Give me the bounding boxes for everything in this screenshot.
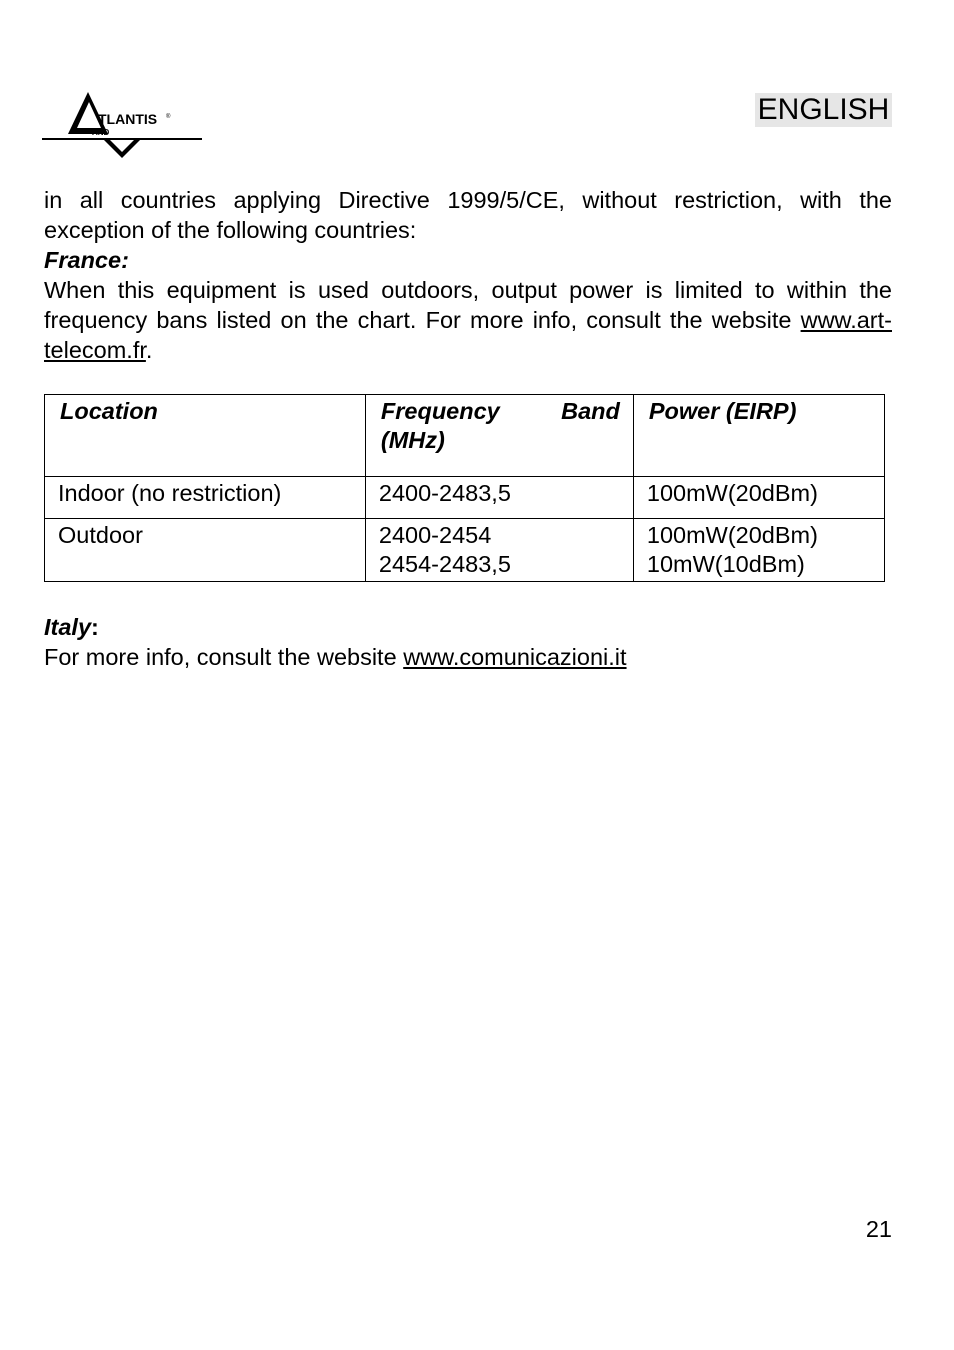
- header-location: Location: [45, 395, 366, 477]
- italy-heading: [44, 612, 892, 642]
- page-number: 21: [865, 1216, 892, 1242]
- table-row: [45, 519, 885, 582]
- language-label: ENGLISH: [755, 93, 892, 127]
- intro-paragraph: in all countries applying Directive 1999/5/CE, without restriction, with the exception of the following countries:: [44, 187, 892, 243]
- row1-location: Indoor (no restriction): [45, 477, 366, 519]
- row2-frequency: [365, 519, 633, 582]
- italy-heading-colon: :: [91, 614, 99, 640]
- row2-frequency-line1: 2400-2454: [378, 522, 492, 548]
- france-heading: France:: [44, 247, 129, 273]
- header-mhz: (MHz): [380, 427, 445, 453]
- row1-frequency: 2400-2483,5: [365, 477, 633, 519]
- table-header-row: [45, 395, 885, 477]
- frequency-table: [44, 394, 885, 582]
- france-paragraph: [44, 275, 892, 365]
- row2-power: [633, 519, 884, 582]
- italy-heading-text: Italy: [44, 614, 92, 640]
- comunicazioni-link[interactable]: www.comunicazioni.it: [403, 644, 627, 670]
- header-frequency-word: Frequency: [380, 398, 500, 424]
- svg-text:TLANTIS: TLANTIS: [98, 111, 158, 127]
- italy-paragraph: [44, 642, 892, 672]
- row1-power: 100mW(20dBm): [633, 477, 884, 519]
- svg-text:®: ®: [166, 114, 171, 120]
- table-row: [45, 477, 885, 519]
- row2-power-line1: 100mW(20dBm): [646, 522, 818, 548]
- row2-power-line2: 10mW(10dBm): [646, 551, 805, 577]
- header-power: Power (EIRP): [633, 395, 884, 477]
- italy-text: For more info, consult the website: [44, 644, 404, 670]
- svg-text:AND: AND: [92, 128, 110, 137]
- france-end: .: [145, 337, 153, 363]
- atlantis-logo: [42, 88, 202, 162]
- header-frequency: [365, 395, 633, 477]
- art-telecom-link[interactable]: www.art-telecom.fr: [44, 307, 892, 363]
- header-band-word: Band: [561, 398, 620, 424]
- row2-frequency-line2: 2454-2483,5: [378, 551, 511, 577]
- france-text: When this equipment is used outdoors, output power is limited to within the frequency bans listed on the chart. For more info, consult the website: [44, 277, 892, 333]
- row2-location: Outdoor: [45, 519, 366, 582]
